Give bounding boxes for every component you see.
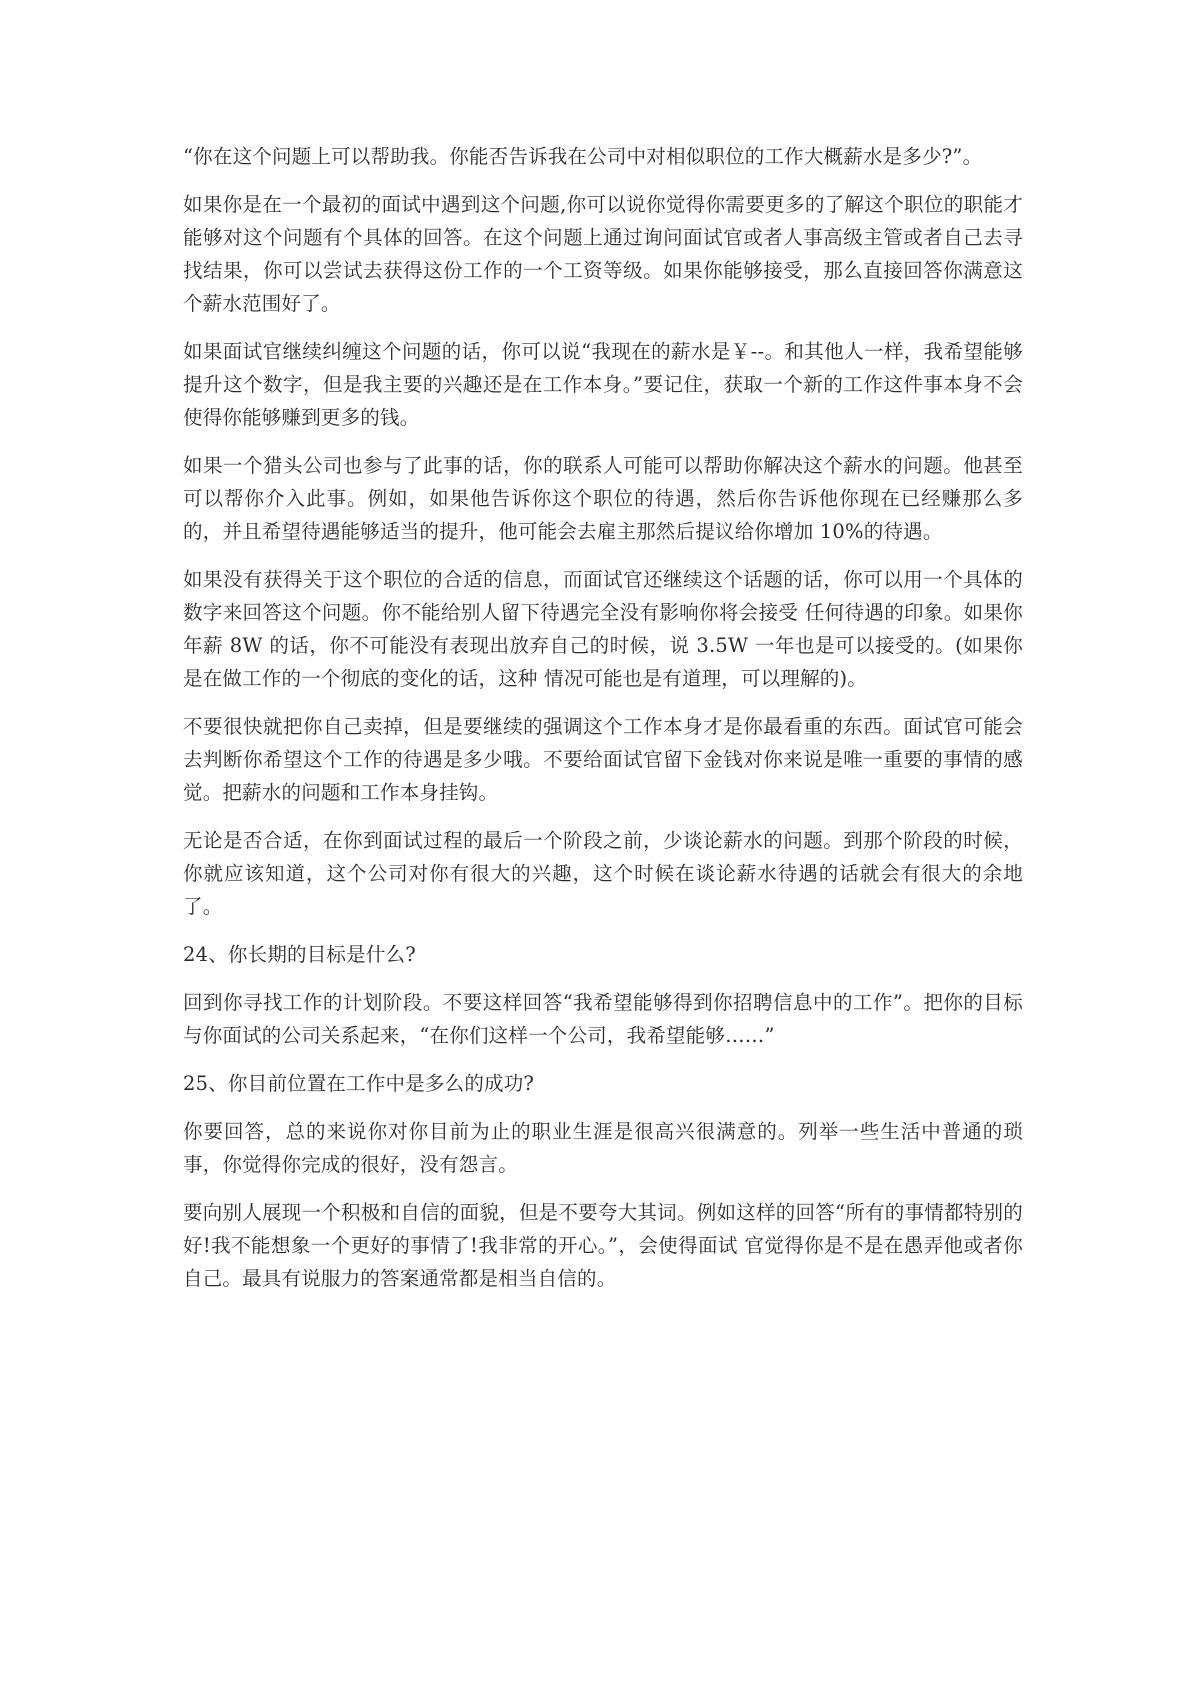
question-24-heading: 24、你长期的目标是什么? bbox=[183, 943, 416, 966]
paragraph-dont-sell-yourself: 不要很快就把你自己卖掉，但是要继续的强调这个工作本身才是你最看重的东西。面试官可能会去判断你希望这个工作的待遇是多少哦。不要给面试官留下金钱对你来说是唯一重要的事情的感觉。把薪水的问题和工作本身挂钩。 bbox=[183, 715, 1023, 804]
question-25-heading: 25、你目前位置在工作中是多么的成功? bbox=[183, 1072, 535, 1095]
paragraph-timing: 无论是否合适，在你到面试过程的最后一个阶段之前，少谈论薪水的问题。到那个阶段的时候，你就应该知道，这个公司对你有很大的兴趣，这个时候在谈论薪水待遇的话就会有很大的余地了。 bbox=[183, 829, 1023, 918]
document-body bbox=[183, 140, 1023, 1310]
paragraph-interviewer-persists: 如果面试官继续纠缠这个问题的话，你可以说“我现在的薪水是￥--。和其他人一样，我希望能够提升这个数字，但是我主要的兴趣还是在工作本身。”要记住，获取一个新的工作这件事本身不会使得你能够赚到更多的钱。 bbox=[183, 340, 1023, 429]
paragraph-answer-25: 你要回答，总的来说你对你目前为止的职业生涯是很高兴很满意的。列举一些生活中普通的琐事，你觉得你完成的很好，没有怨言。 bbox=[183, 1120, 1023, 1176]
paragraph-answer-24: 回到你寻找工作的计划阶段。不要这样回答“我希望能够得到你招聘信息中的工作”。把你的目标与你面试的公司关系起来，“在你们这样一个公司，我希望能够……” bbox=[183, 991, 1023, 1047]
paragraph-confidence: 要向别人展现一个积极和自信的面貌，但是不要夸大其词。例如这样的回答“所有的事情都特别的好!我不能想象一个更好的事情了!我非常的开心。”，会使得面试 官觉得你是不是在愚弄他或者你自己。最具有说服力的答案通常都是相当自信的。 bbox=[183, 1201, 1023, 1290]
paragraph-initial-interview: 如果你是在一个最初的面试中遇到这个问题,你可以说你觉得你需要更多的了解这个职位的职能才能够对这个问题有个具体的回答。在这个问题上通过询问面试官或者人事高级主管或者自己去寻找结果，你可以尝试去获得这份工作的一个工资等级。如果你能够接受，那么直接回答你满意这个薪水范围好了。 bbox=[183, 193, 1023, 315]
paragraph-salary-quote: “你在这个问题上可以帮助我。你能否告诉我在公司中对相似职位的工作大概薪水是多少?”。 bbox=[183, 145, 983, 168]
paragraph-specific-number: 如果没有获得关于这个职位的合适的信息，而面试官还继续这个话题的话，你可以用一个具体的数字来回答这个问题。你不能给别人留下待遇完全没有影响你将会接受 任何待遇的印象。如果你年薪 8W 的话，你不可能没有表现出放弃自己的时候，说 3.5W 一年也是可以接受的。(如果你是在做工作的一个彻底的变化的话，这种 情况可能也是有道理，可以理解的)。 bbox=[183, 568, 1023, 690]
paragraph-headhunter: 如果一个猎头公司也参与了此事的话，你的联系人可能可以帮助你解决这个薪水的问题。他甚至可以帮你介入此事。例如，如果他告诉你这个职位的待遇，然后你告诉他你现在已经赚那么多的，并且希望待遇能够适当的提升，他可能会去雇主那然后提议给你增加 10%的待遇。 bbox=[183, 454, 1023, 543]
